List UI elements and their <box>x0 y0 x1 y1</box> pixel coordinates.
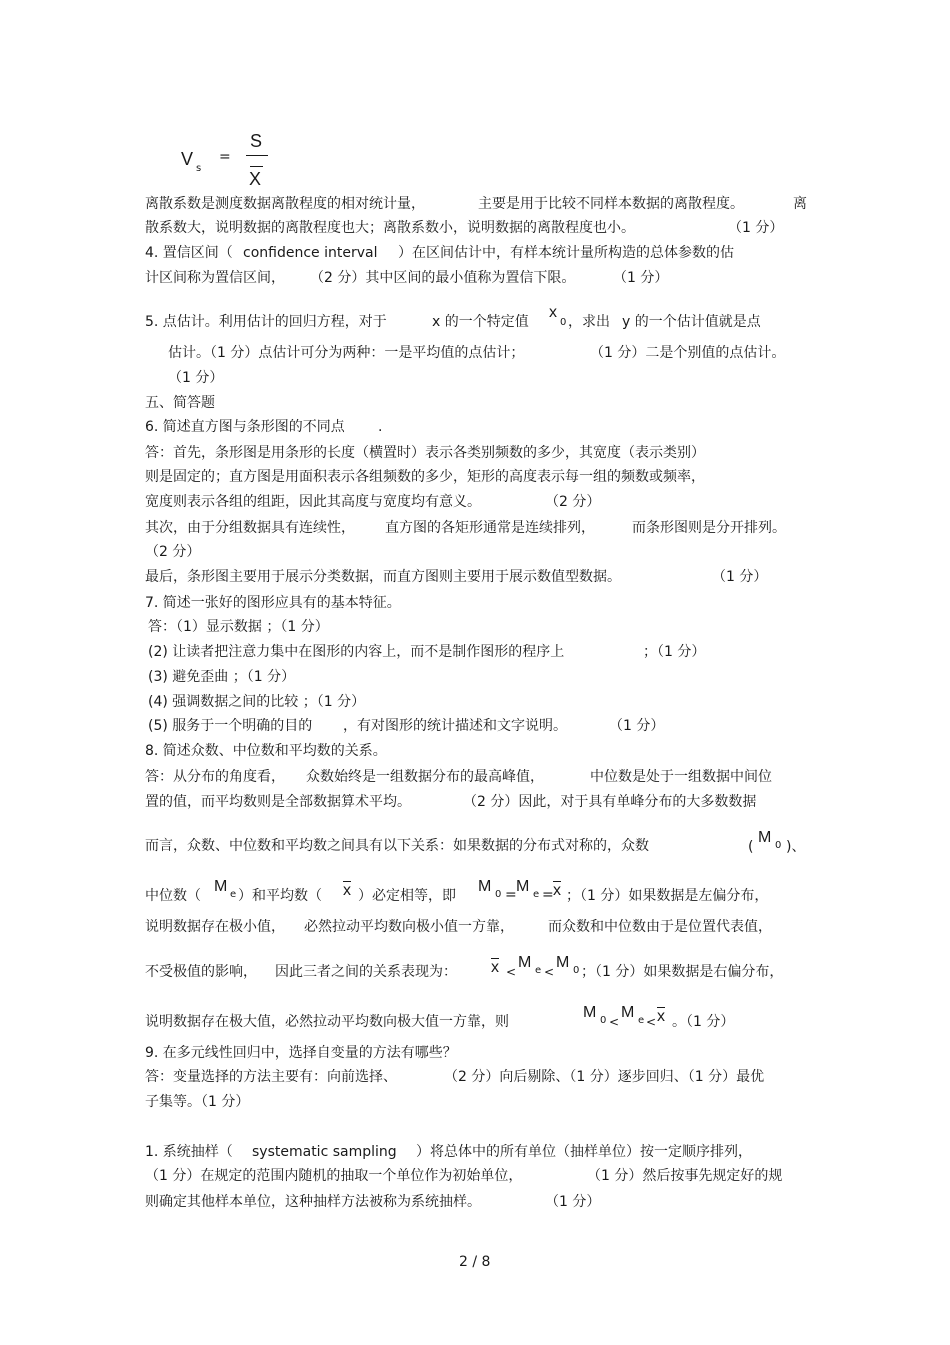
paren: ( <box>748 839 754 855</box>
var-sub: 0 <box>495 889 502 900</box>
less-than: < <box>609 1015 620 1029</box>
less-than: < <box>506 965 517 979</box>
formula-denominator: X <box>249 169 262 189</box>
text-segment: ）必定相等，即 <box>358 888 456 904</box>
paragraph-line: 散系数大，说明数据的离散程度也大；离散系数小，说明数据的离散程度也小。 <box>145 220 635 236</box>
paragraph-line: 答：从分布的角度看， <box>145 769 285 785</box>
list-item: 答：（1）显示数据 ；（1 分） <box>148 619 329 635</box>
median-symbol: M <box>518 954 532 971</box>
formula-lhs-sub: s <box>196 163 202 174</box>
item-7-heading: 7. 简述一张好的图形应具有的基本特征。 <box>145 595 401 611</box>
text-segment: ）在区间估计中，有样本统计量所构造的总体参数的估 <box>398 245 734 261</box>
median-symbol: M <box>214 878 228 895</box>
equals: = <box>542 887 554 903</box>
median-symbol: M <box>516 878 530 895</box>
var-sub: e <box>535 965 542 976</box>
paragraph-line: 说明数据存在极大值，必然拉动平均数向极大值一方靠，则 <box>145 1014 509 1030</box>
formula-eq: = <box>219 149 231 165</box>
item-6-heading: 6. 简述直方图与条形图的不同点 <box>145 419 345 435</box>
var-sub: 0 <box>573 965 580 976</box>
paragraph-line: 中位数（ <box>145 888 201 904</box>
item-8-heading: 8. 简述众数、中位数和平均数的关系。 <box>145 743 387 759</box>
var-x: x <box>549 304 557 321</box>
section-heading: 五、简答题 <box>145 395 215 411</box>
list-item: (2) 让读者把注意力集中在图形的内容上，而不是制作图形的程序上 <box>148 644 565 660</box>
mean-bar <box>250 166 263 167</box>
text-segment: 中位数是处于一组数据中间位 <box>590 769 772 785</box>
score: （2 分） <box>545 494 601 510</box>
paragraph-line: 其次，由于分组数据具有连续性， <box>145 520 355 536</box>
mode-symbol: M <box>556 954 570 971</box>
text-segment: 众数始终是一组数据分布的最高峰值， <box>306 769 544 785</box>
paragraph-line: 答：变量选择的方法主要有：向前选择、 <box>145 1069 397 1085</box>
mean-symbol: $\overline{x}$ <box>657 1008 665 1025</box>
var-sub: e <box>638 1015 645 1026</box>
text-segment: （1 分）然后按事先规定好的规 <box>587 1168 783 1184</box>
paragraph-line: 最后，条形图主要用于展示分类数据，而直方图则主要用于展示数值型数据。 <box>145 569 621 585</box>
score: （1 分） <box>609 718 665 734</box>
text-segment: ，有对图形的统计描述和文字说明。 <box>343 718 567 734</box>
paragraph-line: 说明数据存在极小值， <box>145 919 285 935</box>
mode-symbol: M <box>583 1004 597 1021</box>
score: （1 分） <box>545 1194 601 1210</box>
formula-lhs: V <box>181 149 194 169</box>
text-segment: （2 分）其中区间的最小值称为置信下限。 <box>310 270 576 286</box>
score: （1 分） <box>712 569 768 585</box>
text-segment: 主要是用于比较不同样本数据的离散程度。 <box>478 196 744 212</box>
paragraph-line: 计区间称为置信区间， <box>145 270 285 286</box>
text-segment: 而众数和中位数由于是位置代表值， <box>548 919 772 935</box>
text-segment: ；（1 分）如果数据是左偏分布， <box>566 888 769 904</box>
median-symbol: M <box>621 1004 635 1021</box>
text-segment: y 的一个估计值就是点 <box>622 314 761 330</box>
mean-symbol: $\overline{x}$ <box>553 882 561 899</box>
var-sub: e <box>230 889 237 900</box>
paragraph-line: 子集等。（1 分） <box>145 1094 250 1110</box>
page-number: 2 / 8 <box>459 1254 491 1270</box>
paragraph-line: 而言，众数、中位数和平均数之间具有以下关系：如果数据的分布式对称的，众数 <box>145 838 649 854</box>
paragraph-line: 离散系数是测度数据离散程度的相对统计量， <box>145 196 425 212</box>
text-segment: 离 <box>793 196 807 212</box>
mode-symbol: M <box>758 829 772 846</box>
mean-symbol: $\overline{x}$ <box>491 959 499 976</box>
paragraph-line: 估计。（1 分）点估计可分为两种：一是平均值的点估计； <box>168 345 525 361</box>
text-segment: 而条形图则是分开排列。 <box>632 520 786 536</box>
item-5-heading: 5. 点估计。利用估计的回归方程，对于 <box>145 314 387 330</box>
term-english: systematic sampling <box>252 1144 397 1160</box>
list-item: (3) 避免歪曲 ；（1 分） <box>148 669 296 685</box>
item-4-heading: 4. 置信区间（ <box>145 245 233 261</box>
text-segment: . <box>378 419 383 435</box>
less-than: < <box>646 1015 657 1029</box>
mode-symbol: M <box>478 878 492 895</box>
fraction-bar <box>246 155 268 156</box>
score: ；（1 分） <box>643 644 706 660</box>
item-1-heading: 1. 系统抽样（ <box>145 1144 233 1160</box>
mean-symbol: $\overline{x}$ <box>343 882 351 899</box>
text-segment: 因此三者之间的关系表现为： <box>275 964 457 980</box>
paragraph-line: 答：首先，条形图是用条形的长度（横置时）表示各类别频数的多少，其宽度（表示类别） <box>145 445 705 461</box>
text-segment: ，求出 <box>568 314 610 330</box>
text-segment: )、 <box>786 839 806 855</box>
text-segment: 直方图的各矩形通常是连续排列， <box>385 520 595 536</box>
list-item: (5) 服务于一个明确的目的 <box>148 718 313 734</box>
paragraph-line: 不受极值的影响， <box>145 964 257 980</box>
less-than: < <box>544 965 555 979</box>
paragraph-line: （1 分）在规定的范围内随机的抽取一个单位作为初始单位， <box>145 1168 523 1184</box>
var-sub: e <box>533 889 540 900</box>
list-item: (4) 强调数据之间的比较 ；（1 分） <box>148 694 366 710</box>
term-english: confidence interval <box>243 245 378 261</box>
text-segment: 必然拉动平均数向极小值一方靠， <box>304 919 514 935</box>
text-segment: ）将总体中的所有单位（抽样单位）按一定顺序排列， <box>416 1144 752 1160</box>
paragraph-line: 置的值，而平均数则是全部数据算术平均。 <box>145 794 411 810</box>
var-sub: 0 <box>600 1015 607 1026</box>
text-segment: ）和平均数（ <box>238 888 322 904</box>
text-segment: x 的一个特定值 <box>432 314 529 330</box>
var-sub: 0 <box>775 840 782 851</box>
text-segment: （2 分）因此，对于具有单峰分布的大多数数据 <box>463 794 757 810</box>
paragraph-line: 宽度则表示各组的组距，因此其高度与宽度均有意义。 <box>145 494 481 510</box>
var-sub: 0 <box>560 317 567 328</box>
formula-numerator: S <box>250 131 263 151</box>
text-segment: （2 分）向后剔除、（1 分）逐步回归、（1 分）最优 <box>444 1069 765 1085</box>
paragraph-line: 则确定其他样本单位，这种抽样方法被称为系统抽样。 <box>145 1194 481 1210</box>
score: （1 分） <box>168 370 224 386</box>
score: （1 分） <box>728 220 784 236</box>
score: （2 分） <box>145 544 201 560</box>
text-segment: ；（1 分）如果数据是右偏分布， <box>581 964 784 980</box>
text-segment: 。（1 分） <box>672 1014 735 1030</box>
equals: = <box>505 887 517 903</box>
score: （1 分） <box>613 270 669 286</box>
item-9-heading: 9. 在多元线性回归中，选择自变量的方法有哪些？ <box>145 1045 457 1061</box>
paragraph-line: 则是固定的；直方图是用面积表示各组频数的多少，矩形的高度表示每一组的频数或频率， <box>145 469 705 485</box>
text-segment: （1 分）二是个别值的点估计。 <box>590 345 786 361</box>
